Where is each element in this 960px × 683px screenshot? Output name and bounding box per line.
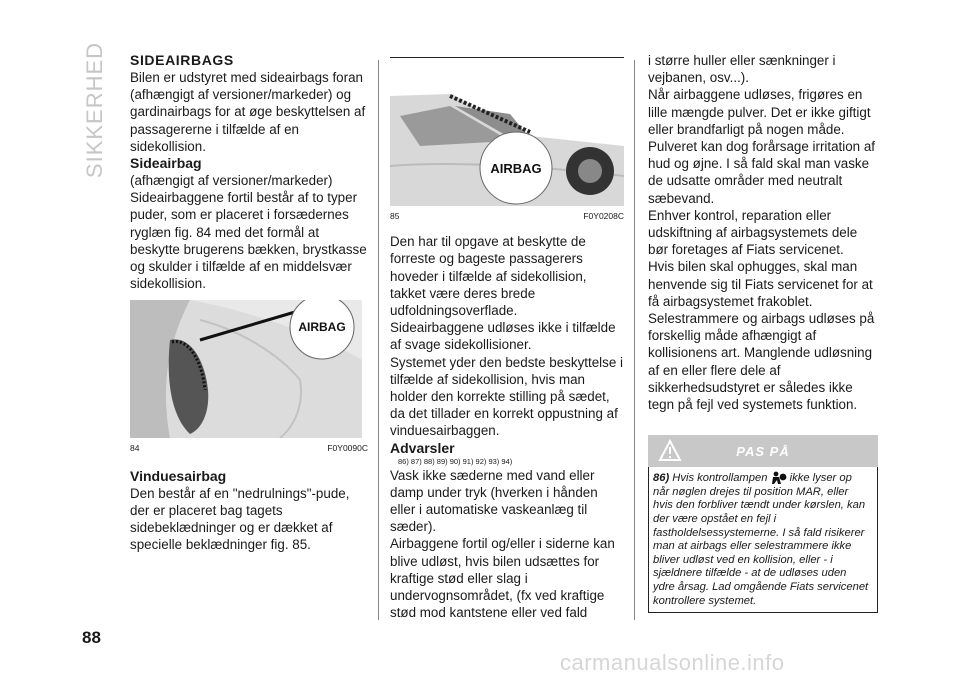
paragraph: Selestrammere og airbags udløses på forskellig måde afhængigt af kollisionens art. Manglende udløsning af en eller flere dele af sikkerhedsudstyret er således ikke tegn på fejl ved systemets funktion. [648, 311, 875, 413]
paragraph: Airbaggene fortil og/eller i siderne kan blive udløst, hvis bilen udsættes for kraftige stød eller slag i undervognsområdet, (fx ved kraftige stød mod kantstene eller ved fald [390, 536, 615, 621]
intro-text: Bilen er udstyret med sideairbags foran (afhængigt af versioner/markeder) og gardinairbags for at øge beskyttelsen af passagererne i tilfælde af en sidekollision. [130, 70, 366, 154]
page-number: 88 [82, 628, 101, 647]
figure-code: F0Y0090C [327, 443, 368, 454]
paragraph: Sideairbaggene udløses ikke i tilfælde af svage sidekollisioner. [390, 320, 616, 353]
paragraph: Systemet yder den bedste beskyttelse i tilfælde af sidekollision, hvis man holder den korrekte stilling på sædet, da det tillader en korrekt oppustning af vinduesairbaggen. [390, 354, 623, 439]
caution-header [648, 435, 878, 467]
site-watermark: carmanualsonline.info [560, 650, 785, 675]
paragraph: Vask ikke sæderne med vand eller damp under tryk (hverken i hånden eller i automatiske vaskeanlæg til sæder). [390, 467, 598, 535]
column-divider [634, 60, 635, 620]
caution-text-rest: ikke lyser op når nøglen drejes til position MAR, eller hvis den forbliver tændt under kørslen, kan der være opstået en fejl i fastholdelsessystemerne. I så fald risikerer man at airbags eller selestrammere ikke bliver udløst ved en kollision, eller - i sjældnere tilfælde - at de udløses uden ydre årsag. Lad omgående Fiats servicenet kontrollere systemet. [653, 472, 869, 607]
paragraph: Når airbaggene udløses, frigøres en lille mængde pulver. Det er ikke giftigt eller brandfarligt på nogen måde. Pulveret kan dog forårsage irritation af hud og øjne. I så fald skal man vaske de udsatte områder med neutralt sæbevand. [648, 87, 876, 206]
figure-84 [130, 300, 368, 457]
caution-number: 86) [653, 472, 670, 485]
airbag-label: AIRBAG [490, 161, 542, 176]
figure-85 [390, 66, 624, 225]
window-airbag-illustration [390, 66, 624, 206]
paragraph: Den har til opgave at beskytte de forreste og bageste passagerers hoveder i tilfælde af sidekollision, takket være deres brede udfoldningsoverflade. [390, 234, 587, 319]
vinduesairbag-heading: Vinduesairbag [130, 467, 227, 484]
column-divider [378, 60, 379, 620]
vinduesairbag-text: Den består af en "nedrulnings"-pude, der er placeret bag tagets sidebeklædninger og er dækket af specielle beklædninger fig. 85. [130, 485, 350, 553]
section-side-title: SIKKERHED [82, 41, 107, 179]
airbag-label: AIRBAG [298, 320, 346, 335]
figure-number: 85 [390, 211, 400, 221]
sideairbag-text: (afhængigt af versioner/markeder) Sideairbaggene fortil består af to typer puder, som er placeret i forsædernes ryglæn fig. 84 med det formål at beskytte brugerens bækken, brystkasse og skulder i tilfælde af en middelsvær sidekollision. [130, 173, 367, 292]
warning-triangle-icon [658, 439, 682, 463]
paragraph: Hvis bilen skal ophugges, skal man henvende sig til Fiats servicenet for at få airbagsystemet frakoblet. [648, 259, 873, 309]
warning-references: 86) 87) 88) 89) 90) 91) 92) 93) 94) [398, 456, 513, 466]
warnings-heading: Advarsler [390, 439, 455, 456]
paragraph: Enhver kontrol, reparation eller udskiftning af airbagsystemets dele bør foretages af Fiats servicenet. [648, 207, 858, 258]
sideairbag-heading: Sideairbag [130, 155, 202, 172]
column-middle [390, 52, 624, 621]
paragraph: i større huller eller sænkninger i vejbanen, osv...). [648, 53, 836, 86]
caution-title: PAS PÅ [736, 443, 790, 459]
caution-body [648, 467, 878, 613]
section-heading: SIDEAIRBAGS [130, 52, 234, 68]
seat-airbag-illustration [130, 300, 362, 438]
column-left [130, 52, 368, 553]
caution-box [648, 435, 878, 613]
column-right [648, 52, 878, 613]
airbag-warning-light-icon [771, 471, 787, 485]
figure-code: F0Y0208C [583, 211, 624, 221]
caution-text-start: Hvis kontrollampen [672, 472, 768, 485]
figure-number: 84 [130, 443, 140, 454]
